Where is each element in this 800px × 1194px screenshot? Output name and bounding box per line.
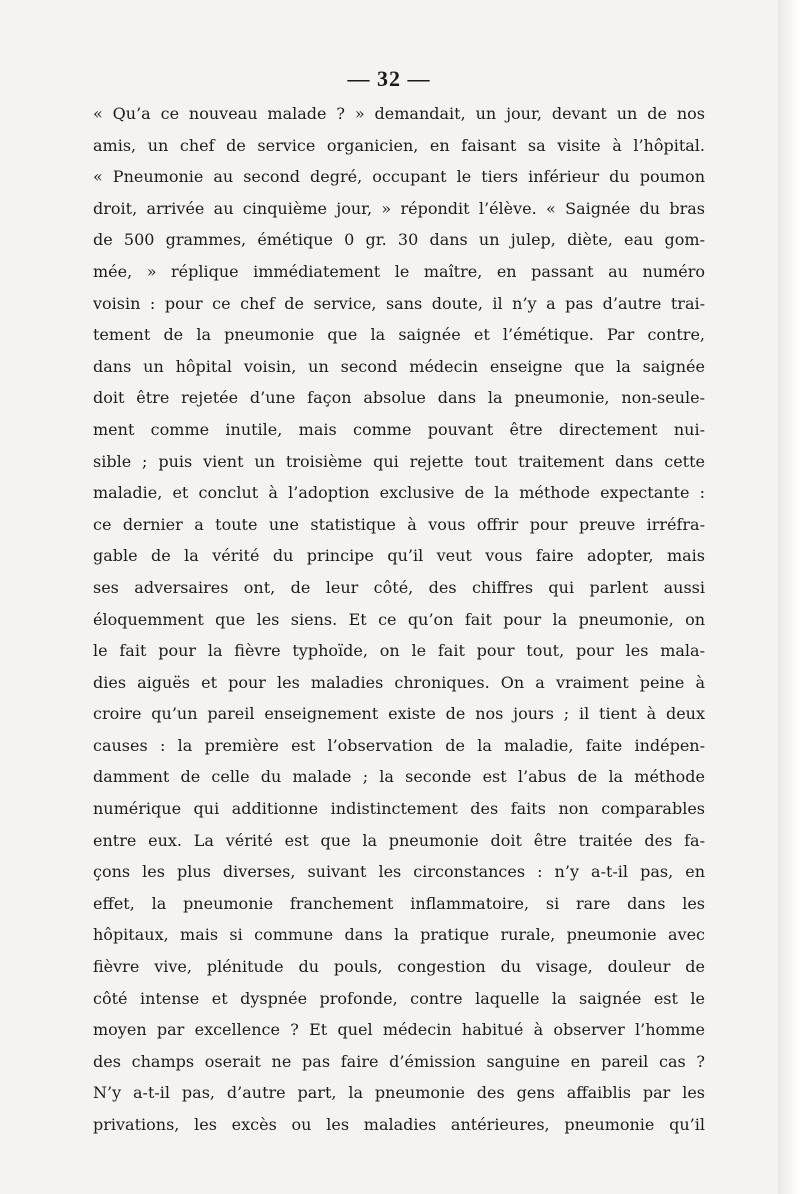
text-line: N’y a-t-il pas, d’autre part, la pneumonie des gens affaiblis par les (93, 1083, 705, 1103)
text-line: damment de celle du malade ; la seconde est l’abus de la méthode (93, 767, 705, 787)
text-line: moyen par excellence ? Et quel médecin habitué à observer l’homme (93, 1020, 705, 1040)
text-line: causes : la première est l’observation de la maladie, faite indépen- (93, 735, 705, 755)
text-line: doit être rejetée d’une façon absolue dans la pneumonie, non-seule- (93, 388, 705, 408)
text-line: croire qu’un pareil enseignement existe de nos jours ; il tient à deux (93, 704, 705, 724)
text-line: ses adversaires ont, de leur côté, des chiffres qui parlent aussi (93, 577, 705, 597)
text-line: mée, » réplique immédiatement le maître, en passant au numéro (93, 261, 705, 281)
text-line: « Pneumonie au second degré, occupant le tiers inférieur du poumon (93, 167, 705, 187)
text-line: maladie, et conclut à l’adoption exclusive de la méthode expectante : (93, 483, 705, 503)
text-line: le fait pour la fièvre typhoïde, on le fait pour tout, pour les mala- (93, 641, 705, 661)
text-line: gable de la vérité du principe qu’il veut vous faire adopter, mais (93, 546, 705, 566)
text-line: de 500 grammes, émétique 0 gr. 30 dans un julep, diète, eau gom- (93, 230, 705, 250)
page-number: — 32 — (347, 66, 431, 91)
body-text (93, 98, 705, 1141)
text-line: dies aiguës et pour les maladies chroniques. On a vraiment peine à (93, 672, 705, 692)
text-line: des champs oserait ne pas faire d’émission sanguine en pareil cas ? (93, 1051, 705, 1071)
text-line: voisin : pour ce chef de service, sans doute, il n’y a pas d’autre trai- (93, 293, 705, 313)
text-line: privations, les excès ou les maladies antérieures, pneumonie qu’il (93, 1115, 705, 1134)
text-line: éloquemment que les siens. Et ce qu’on fait pour la pneumonie, on (93, 609, 705, 629)
text-line: entre eux. La vérité est que la pneumonie doit être traitée des fa- (93, 830, 705, 850)
text-line: côté intense et dyspnée profonde, contre laquelle la saignée est le (93, 988, 705, 1008)
text-line: ce dernier a toute une statistique à vous offrir pour preuve irréfra- (93, 514, 705, 534)
text-line: çons les plus diverses, suivant les circonstances : n’y a-t-il pas, en (93, 862, 705, 882)
text-line: dans un hôpital voisin, un second médecin enseigne que la saignée (93, 356, 705, 376)
page-edge (778, 0, 800, 1194)
text-line: droit, arrivée au cinquième jour, » répondit l’élève. « Saignée du bras (93, 198, 705, 218)
text-line: fièvre vive, plénitude du pouls, congestion du visage, douleur de (93, 957, 705, 977)
text-line: numérique qui additionne indistinctement des faits non comparables (93, 799, 705, 819)
text-line: ment comme inutile, mais comme pouvant être directement nui- (93, 419, 705, 439)
text-line: sible ; puis vient un troisième qui rejette tout traitement dans cette (93, 451, 705, 471)
text-line: « Qu’a ce nouveau malade ? » demandait, un jour, devant un de nos (93, 104, 705, 123)
text-line: hôpitaux, mais si commune dans la pratique rurale, pneumonie avec (93, 925, 705, 945)
text-line: effet, la pneumonie franchement inflammatoire, si rare dans les (93, 893, 705, 913)
text-line: tement de la pneumonie que la saignée et l’émétique. Par contre, (93, 325, 705, 345)
text-line: amis, un chef de service organicien, en faisant sa visite à l’hôpital. (93, 135, 705, 155)
